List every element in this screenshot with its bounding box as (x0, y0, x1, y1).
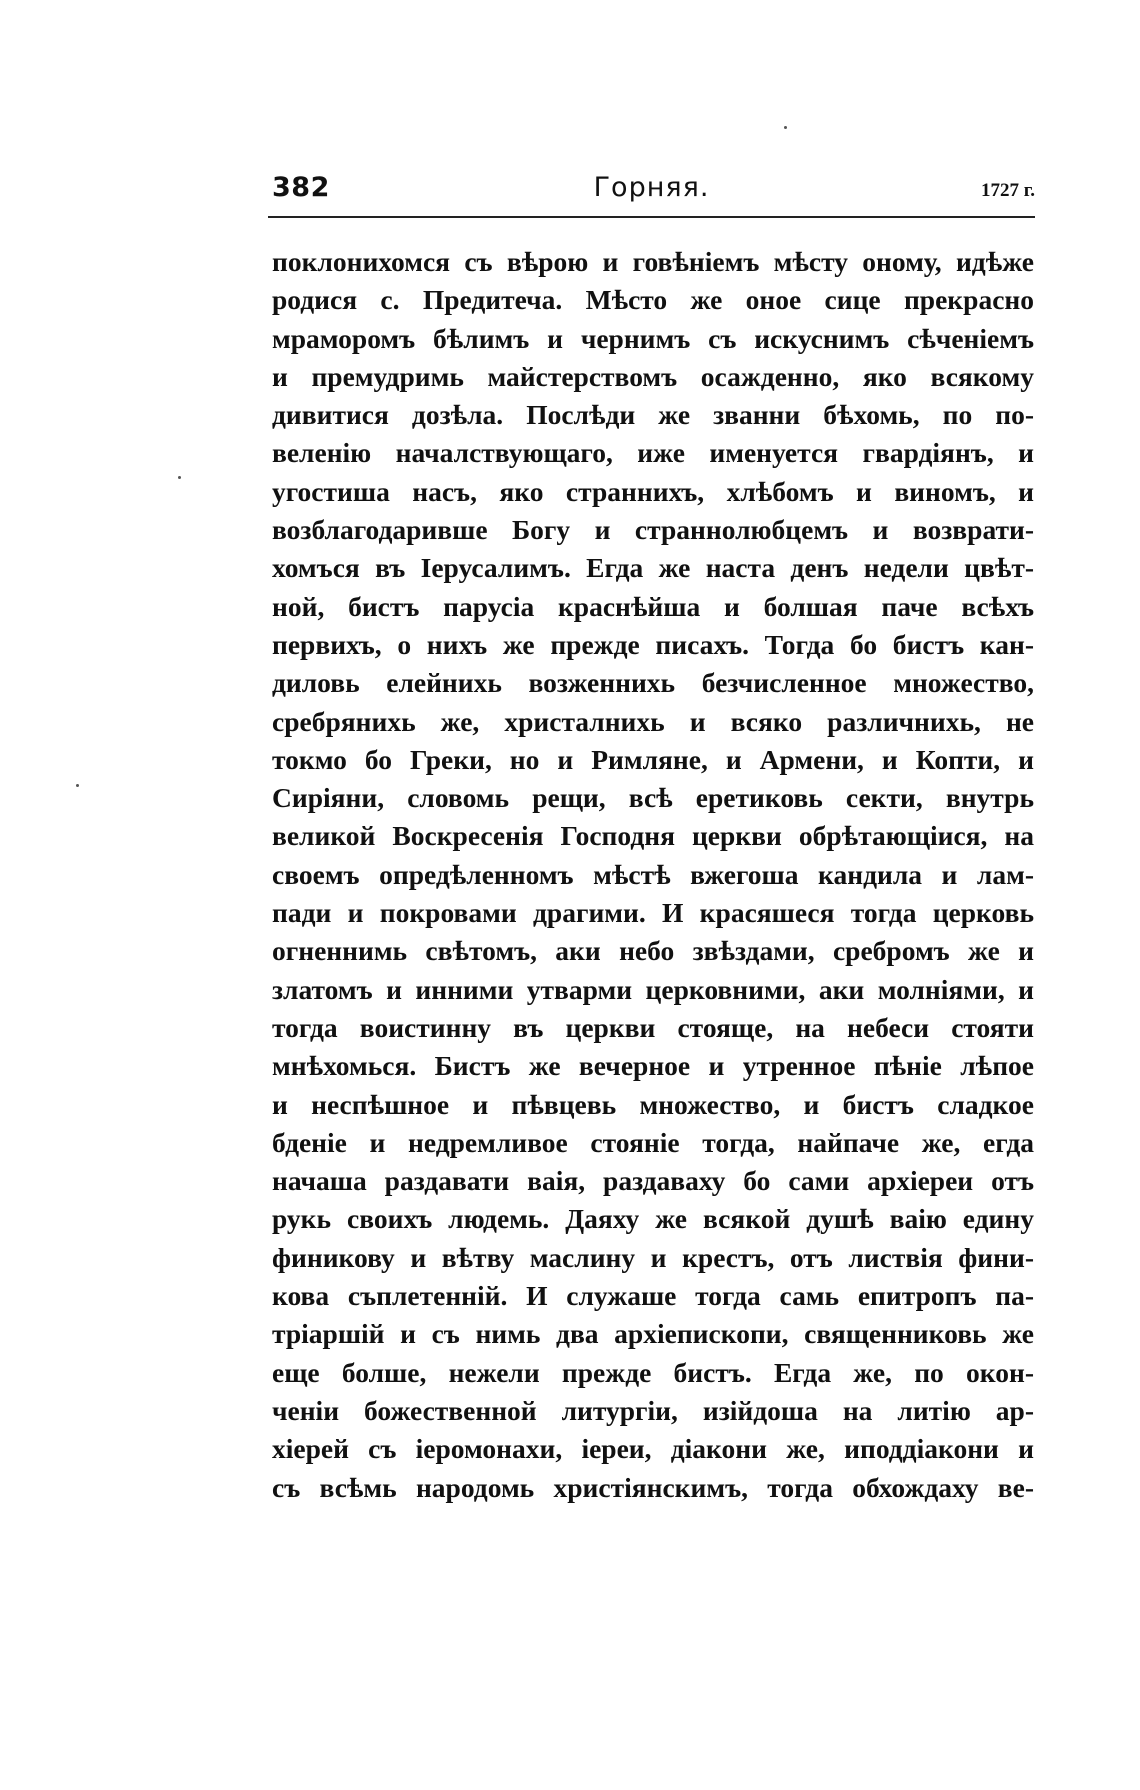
text-line: дивитися дозѣла. Послѣди же званни бѣхомь, по по- (272, 399, 1034, 431)
running-title: Горняя. (593, 172, 710, 203)
text-line: диловь елейнихь возженнихь безчисленное множество, (272, 667, 1034, 699)
text-line: съ всѣмь народомь христіянскимъ, тогда обхождаху ве- (272, 1471, 1034, 1503)
text-line: и премудримь майстерствомъ осажденно, яко всякому (272, 360, 1034, 392)
text-line: мраморомъ бѣлимъ и чернимъ съ искуснимъ сѣченіемъ (272, 322, 1034, 354)
text-line: сребрянихь же, христалнихь и всяко различнихь, не (272, 705, 1034, 737)
text-line: первихъ, о нихъ же прежде писахъ. Тогда бо бистъ кан- (272, 628, 1034, 660)
text-line: ченіи божественной литургіи, изійдоша на литію ар- (272, 1394, 1034, 1426)
text-line: поклонихомся съ вѣрою и говѣніемъ мѣсту оному, идѣже (272, 246, 1034, 277)
body-text (272, 243, 1034, 1507)
text-line: финикову и вѣтву маслину и крестъ, отъ листвія фини- (272, 1241, 1034, 1273)
header-rule (268, 216, 1035, 218)
text-line: мнѣхомься. Бистъ же вечерное и утренное пѣніе лѣпое (272, 1050, 1034, 1082)
page-number: 382 (272, 172, 330, 203)
text-line: Сиріяни, словомь рещи, всѣ еретиковь секти, внутрь (272, 782, 1034, 814)
scan-speck (178, 476, 181, 479)
scan-speck (76, 784, 79, 787)
text-line: еще болше, нежели прежде бистъ. Егда же, по окон- (272, 1356, 1034, 1388)
text-line: великой Воскресенія Господня церкви обрѣтающіися, на (272, 820, 1034, 852)
text-line: рукь своихъ людемь. Даяху же всякой душѣ ваію едину (272, 1203, 1034, 1235)
text-line: родися с. Предитеча. Мѣсто же оное сице прекрасно (272, 284, 1034, 316)
text-line: веленію началствующаго, иже именуется гвардіянъ, и (272, 437, 1034, 469)
year-label: 1727 г. (981, 180, 1035, 201)
text-line: угостиша насъ, яко страннихъ, хлѣбомъ и виномъ, и (272, 475, 1034, 507)
scan-speck (784, 126, 787, 129)
text-line: огненнимь свѣтомъ, аки небо звѣздами, сребромъ же и (272, 935, 1034, 967)
text-line: и неспѣшное и пѣвцевь множество, и бистъ сладкое (272, 1088, 1034, 1120)
text-line: хомъся въ Іерусалимъ. Егда же наста денъ недели цвѣт- (272, 552, 1034, 584)
text-line: бденіе и недремливое стояніе тогда, найпаче же, егда (272, 1126, 1034, 1158)
text-line: тріаршій и съ нимь два архіепископи, священниковь же (272, 1318, 1034, 1350)
text-line: возблагодаривше Богу и страннолюбцемъ и возврати- (272, 514, 1034, 546)
text-line: хіерей съ іеромонахи, іереи, діакони же, иподдіакони и (272, 1433, 1034, 1465)
text-line: кова съплетенній. И служаше тогда самь епитропъ па- (272, 1280, 1034, 1312)
page-header (268, 166, 1035, 222)
text-line: пади и покровами драгими. И красяшеся тогда церковь (272, 897, 1034, 929)
text-line: тогда воистинну въ церкви стояще, на небеси стояти (272, 1011, 1034, 1043)
text-line: златомъ и инними утварми церковними, аки молніями, и (272, 973, 1034, 1005)
text-line: токмо бо Греки, но и Римляне, и Армени, и Копти, и (272, 743, 1034, 775)
text-line: начаша раздавати ваія, раздаваху бо сами архіереи отъ (272, 1165, 1034, 1197)
text-line: ной, бистъ парусіа краснѣйша и болшая паче всѣхъ (272, 590, 1034, 622)
text-line: своемъ опредѣленномъ мѣстѣ вжегоша кандила и лам- (272, 858, 1034, 890)
